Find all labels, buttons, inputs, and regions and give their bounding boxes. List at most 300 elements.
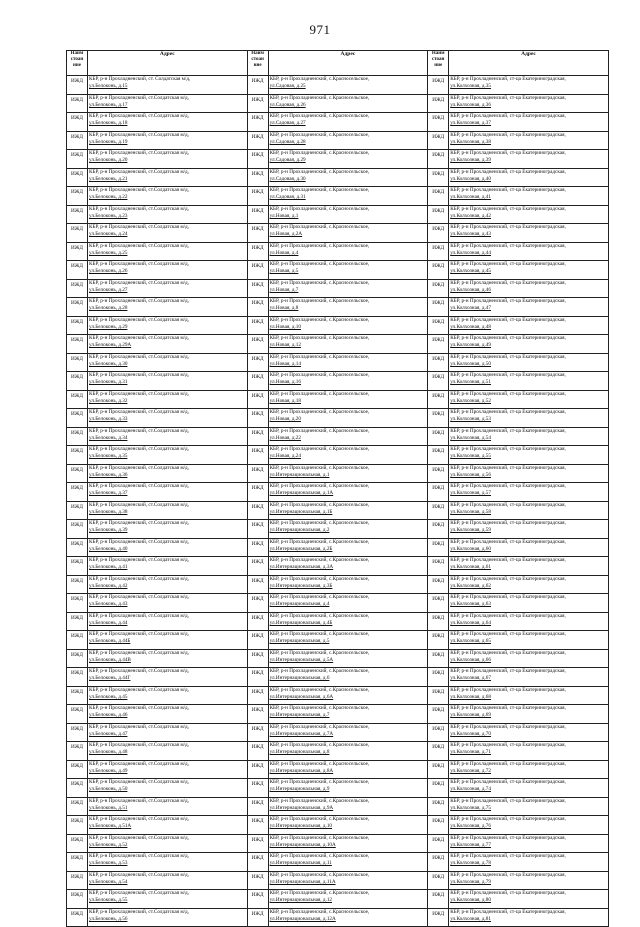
address-line-street: ул.Белоконь, д.53 (89, 860, 128, 867)
address-line-locality: КБР, р-н Прохладненский, ст-ца Екатериноградская, (450, 908, 566, 915)
address-cell (268, 538, 428, 557)
address-line-street: ул.Интернациональная, д.3А (269, 564, 334, 571)
address-cell (449, 797, 609, 816)
address-line-locality: КБР, р-н Прохладненский, ст.Солдатская м/д, (89, 649, 189, 656)
property-type-cell: ИЖД (428, 834, 449, 853)
address-line-street: ул.Садовая, д.30 (269, 175, 306, 182)
property-type-cell: ИЖД (428, 742, 449, 761)
property-type-cell: ИЖД (428, 205, 449, 224)
property-type-cell: ИЖД (247, 649, 268, 668)
property-type-cell: ИЖД (247, 168, 268, 187)
address-cell (88, 612, 248, 631)
property-type-cell: ИЖД (247, 779, 268, 798)
address-line-street: ул.Белоконь, д.36 (89, 471, 128, 478)
property-type-cell: ИЖД (67, 723, 88, 742)
address-line-locality: КБР, р-н Прохладненский, с.Красносельское, (269, 483, 370, 489)
address-line-locality: КБР, р-н Прохладненский, ст-ца Екатериноградская, (450, 594, 566, 600)
property-type-cell: ИЖД (428, 853, 449, 872)
column-header-address: Адрес (449, 51, 609, 76)
property-type-cell: ИЖД (67, 427, 88, 446)
address-cell (268, 760, 428, 779)
address-line-locality: КБР, р-н Прохладненский, с.Красносельское, (269, 834, 370, 841)
property-type-cell: ИЖД (247, 557, 268, 576)
address-table (66, 50, 609, 927)
address-cell (88, 742, 248, 761)
property-type-cell: ИЖД (67, 390, 88, 409)
address-line-street: ул.Белоконь, д.56 (89, 915, 128, 922)
address-line-locality: КБР, р-н Прохладненский, ст.Солдатская м/д, (89, 483, 189, 489)
address-line-locality: КБР, р-н Прохладненский, с.Красносельское, (269, 205, 370, 212)
address-line-street: ул.Белоконь, д.48 (89, 749, 128, 756)
property-type-cell: ИЖД (428, 335, 449, 354)
address-line-street: ул.Белоконь, д.44Б (89, 638, 131, 645)
address-line-locality: КБР, р-н Прохладненский, ст.Солдатская м/д, (89, 390, 189, 397)
address-line-street: ул.Колхозная, д.46 (450, 286, 491, 293)
address-cell (88, 483, 248, 502)
address-line-street: ул.Новая, д.2А (269, 231, 303, 238)
table-row (67, 353, 609, 372)
address-cell (88, 594, 248, 613)
property-type-cell: ИЖД (428, 668, 449, 687)
address-line-locality: КБР, р-н Прохладненский, ст.Солдатская м/д, (89, 686, 189, 693)
table-row (67, 779, 609, 798)
address-cell (449, 150, 609, 169)
address-line-locality: КБР, р-н Прохладненский, ст-ца Екатериноградская, (450, 409, 566, 415)
address-line-street: ул.Колхозная, д.40 (450, 175, 491, 182)
address-line-street: ул.Интернациональная, д.12 (269, 897, 333, 904)
address-cell (268, 113, 428, 132)
address-line-locality: КБР, р-н Прохладненский, ст.Солдатская м/д, (89, 760, 189, 767)
address-line-street: ул.Колхозная, д.52 (450, 397, 491, 404)
address-cell (88, 409, 248, 428)
address-line-locality: КБР, р-н Прохладненский, с.Красносельское, (269, 594, 370, 600)
property-type-cell: ИЖД (67, 298, 88, 317)
property-type-cell: ИЖД (67, 335, 88, 354)
address-cell (449, 742, 609, 761)
address-cell (449, 94, 609, 113)
address-line-street: ул.Колхозная, д.63 (450, 601, 491, 608)
address-line-locality: КБР, р-н Прохладненский, ст.Солдатская м/д, (89, 113, 189, 119)
address-cell (449, 594, 609, 613)
property-type-cell: ИЖД (67, 242, 88, 261)
property-type-cell: ИЖД (247, 372, 268, 391)
address-line-locality: КБР, р-н Прохладненский, ст-ца Екатериноградская, (450, 224, 566, 230)
property-type-cell: ИЖД (428, 631, 449, 650)
address-line-street: ул.Колхозная, д.49 (450, 342, 491, 349)
address-line-street: ул.Интернациональная, д.2Б (269, 545, 333, 552)
address-line-street: ул.Белоконь, д.43 (89, 601, 128, 608)
property-type-cell: ИЖД (247, 298, 268, 317)
address-cell (268, 427, 428, 446)
address-cell (88, 390, 248, 409)
address-line-locality: КБР, р-н Прохладненский, с.Красносельское, (269, 464, 370, 471)
address-line-locality: КБР, р-н Прохладненский, ст.Солдатская м/д, (89, 94, 189, 101)
address-cell (449, 686, 609, 705)
address-cell (268, 853, 428, 872)
property-type-cell: ИЖД (67, 316, 88, 335)
property-type-cell: ИЖД (247, 261, 268, 280)
property-type-cell: ИЖД (247, 816, 268, 835)
address-cell (268, 501, 428, 520)
address-line-street: ул.Белоконь, д.45 (89, 693, 128, 700)
property-type-cell: ИЖД (67, 94, 88, 113)
property-type-cell: ИЖД (428, 501, 449, 520)
address-cell (88, 575, 248, 594)
address-line-locality: КБР, р-н Прохладненский, с.Красносельское, (269, 853, 370, 859)
property-type-cell: ИЖД (67, 131, 88, 150)
property-type-cell: ИЖД (67, 261, 88, 280)
address-line-locality: КБР, р-н Прохладненский, ст-ца Екатериноградская, (450, 520, 566, 526)
address-line-street: ул.Белоконь, д.29 (89, 323, 128, 330)
property-type-cell: ИЖД (428, 279, 449, 298)
address-line-street: ул.Новая, д.7 (269, 286, 299, 293)
address-cell (268, 168, 428, 187)
address-line-street: ул.Белоконь, д.24 (89, 231, 128, 238)
address-line-locality: КБР, р-н Прохладненский, ст-ца Екатериноградская, (450, 94, 566, 101)
address-cell (449, 890, 609, 909)
address-cell (449, 316, 609, 335)
address-line-locality: КБР, р-н Прохладненский, ст-ца Екатериноградская, (450, 372, 566, 378)
address-line-street: ул.Колхозная, д.81 (450, 915, 491, 922)
property-type-cell: ИЖД (67, 150, 88, 169)
property-type-cell: ИЖД (428, 612, 449, 631)
property-type-cell: ИЖД (247, 242, 268, 261)
address-line-locality: КБР, р-н Прохладненский, ст.Солдатская м/д, (89, 871, 189, 878)
property-type-cell: ИЖД (247, 834, 268, 853)
address-line-street: ул.Белоконь, д.30 (89, 360, 128, 367)
table-row (67, 261, 609, 280)
address-line-street: ул.Интернациональная, д.2 (269, 527, 330, 534)
address-line-street: ул.Белоконь, д.19 (89, 138, 128, 145)
address-cell (88, 705, 248, 724)
address-cell (88, 335, 248, 354)
address-line-street: ул.Белоконь, д.32 (89, 397, 128, 404)
address-line-street: ул.Интернациональная, д.8 (269, 749, 330, 756)
address-line-locality: КБР, р-н Прохладненский, ст.Солдатская м/д, (89, 834, 189, 841)
address-line-locality: КБР, р-н Прохладненский, ст-ца Екатериноградская, (450, 446, 566, 452)
table-row (67, 205, 609, 224)
address-line-locality: КБР, р-н Прохладненский, с.Красносельское, (269, 557, 370, 563)
address-line-street: ул.Белоконь, д.39 (89, 527, 128, 534)
property-type-cell: ИЖД (428, 446, 449, 465)
address-line-street: ул.Белоконь, д.18 (89, 120, 128, 127)
address-cell (449, 298, 609, 317)
address-line-street: ул.Колхозная, д.45 (450, 268, 491, 275)
address-line-street: ул.Белоконь, д.54 (89, 878, 128, 885)
table-row (67, 76, 609, 95)
table-row (67, 464, 609, 483)
address-line-street: ул.Интернациональная, д.12А (269, 915, 336, 922)
address-line-street: ул.Белоконь, д.25 (89, 249, 128, 256)
address-line-locality: КБР, р-н Прохладненский, с.Красносельское, (269, 427, 370, 434)
table-row (67, 760, 609, 779)
table-row (67, 168, 609, 187)
address-cell (449, 816, 609, 835)
table-row (67, 113, 609, 132)
address-line-locality: КБР, р-н Прохладненский, ст-ца Екатериноградская, (450, 205, 566, 212)
property-type-cell: ИЖД (247, 908, 268, 927)
table-row (67, 816, 609, 835)
address-line-locality: КБР, р-н Прохладненский, с.Красносельское, (269, 335, 370, 341)
property-type-cell: ИЖД (67, 853, 88, 872)
property-type-cell: ИЖД (247, 594, 268, 613)
address-line-street: ул.Колхозная, д.36 (450, 101, 491, 108)
address-line-street: ул.Колхозная, д.60 (450, 545, 491, 552)
property-type-cell: ИЖД (428, 649, 449, 668)
address-line-street: ул.Белоконь, д.38 (89, 508, 128, 515)
address-line-locality: КБР, р-н Прохладненский, с.Красносельское, (269, 816, 370, 822)
property-type-cell: ИЖД (247, 631, 268, 650)
address-line-street: ул.Интернациональная, д.6А (269, 693, 334, 700)
address-line-locality: КБР, р-н Прохладненский, с.Красносельское, (269, 760, 370, 767)
address-cell (268, 279, 428, 298)
property-type-cell: ИЖД (67, 779, 88, 798)
table-row (67, 446, 609, 465)
address-line-locality: КБР, р-н Прохладненский, ст-ца Екатериноградская, (450, 649, 566, 656)
address-line-locality: КБР, р-н Прохладненский, с.Красносельское, (269, 612, 370, 619)
address-line-locality: КБР, р-н Прохладненский, ст-ца Екатериноградская, (450, 187, 566, 193)
property-type-cell: ИЖД (247, 390, 268, 409)
address-cell (268, 372, 428, 391)
address-line-locality: КБР, р-н Прохладненский, ст-ца Екатериноградская, (450, 834, 566, 841)
address-cell (449, 427, 609, 446)
property-type-cell: ИЖД (247, 612, 268, 631)
address-line-street: ул.Колхозная, д.61 (450, 564, 491, 571)
address-cell (88, 538, 248, 557)
address-line-street: ул.Колхозная, д.75 (450, 804, 491, 811)
address-line-locality: КБР, р-н Прохладненский, ст.Солдатская м/д, (89, 705, 189, 711)
address-line-street: ул.Новая, д.4 (269, 249, 299, 256)
address-line-locality: КБР, р-н Прохладненский, ст.Солдатская м/д, (89, 797, 189, 804)
property-type-cell: ИЖД (247, 409, 268, 428)
property-type-cell: ИЖД (247, 464, 268, 483)
address-line-locality: КБР, р-н Прохладненский, ст-ца Екатериноградская, (450, 483, 566, 489)
address-line-locality: КБР, р-н Прохладненский, с.Красносельское, (269, 168, 370, 175)
table-row (67, 242, 609, 261)
address-line-street: ул.Белоконь, д.42 (89, 582, 128, 589)
address-cell (268, 261, 428, 280)
address-cell (449, 464, 609, 483)
property-type-cell: ИЖД (67, 742, 88, 761)
address-cell (88, 427, 248, 446)
address-line-locality: КБР, р-н Прохладненский, ст-ца Екатериноградская, (450, 353, 566, 360)
address-line-locality: КБР, р-н Прохладненский, с.Красносельское, (269, 279, 370, 286)
address-cell (268, 668, 428, 687)
address-line-street: ул.Колхозная, д.70 (450, 730, 491, 737)
address-line-street: ул.Интернациональная, д.7А (269, 730, 334, 737)
address-line-locality: КБР, р-н Прохладненский, ст-ца Екатериноградская, (450, 723, 566, 730)
address-line-locality: КБР, р-н Прохладненский, ст-ца Екатериноградская, (450, 261, 566, 267)
address-line-street: ул.Белоконь, д.55 (89, 897, 128, 904)
address-cell (88, 723, 248, 742)
address-line-locality: КБР, р-н Прохладненский, с.Красносельское, (269, 76, 370, 82)
table-row (67, 853, 609, 872)
address-line-street: ул.Колхозная, д.57 (450, 490, 491, 497)
page-number: 971 (309, 22, 331, 37)
address-line-street: ул.Колхозная, д.80 (450, 897, 491, 904)
property-type-cell: ИЖД (67, 557, 88, 576)
address-line-locality: КБР, р-н Прохладненский, ст.Солдатская м/д, (89, 353, 189, 360)
address-line-street: ул.Колхозная, д.54 (450, 434, 491, 441)
address-line-street: ул.Колхозная, д.35 (450, 83, 491, 90)
address-cell (268, 390, 428, 409)
column-header-code: Наим стоан ние (247, 51, 268, 76)
property-type-cell: ИЖД (247, 446, 268, 465)
address-line-locality: КБР, р-н Прохладненский, ст.Солдатская м/д, (89, 427, 189, 434)
address-line-street: ул.Белоконь, д.22 (89, 194, 128, 201)
property-type-cell: ИЖД (67, 279, 88, 298)
address-line-locality: КБР, р-н Прохладненский, ст.Солдатская м/д, (89, 742, 189, 748)
table-row (67, 668, 609, 687)
address-line-street: ул.Колхозная, д.37 (450, 120, 491, 127)
property-type-cell: ИЖД (428, 816, 449, 835)
address-line-street: ул.Белоконь, д.51А (89, 823, 132, 830)
table-row (67, 279, 609, 298)
property-type-cell: ИЖД (67, 168, 88, 187)
address-line-locality: КБР, р-н Прохладненский, ст.Солдатская м/д, (89, 908, 189, 915)
address-line-locality: КБР, р-н Прохладненский, ст-ца Екатериноградская, (450, 501, 566, 508)
address-line-street: ул.Белоконь, д.20 (89, 157, 128, 164)
address-line-street: ул.Колхозная, д.44 (450, 249, 491, 256)
table-row (67, 742, 609, 761)
address-cell (268, 612, 428, 631)
address-cell (268, 353, 428, 372)
property-type-cell: ИЖД (67, 187, 88, 206)
address-line-street: ул.Белоконь, д.46 (89, 712, 128, 719)
property-type-cell: ИЖД (67, 76, 88, 95)
address-cell (88, 279, 248, 298)
address-line-street: ул.Интернациональная, д.3Б (269, 582, 333, 589)
address-line-street: ул.Интернациональная, д.11 (269, 860, 332, 867)
property-type-cell: ИЖД (428, 242, 449, 261)
address-cell (268, 150, 428, 169)
address-line-locality: КБР, р-н Прохладненский, ст-ца Екатериноградская, (450, 853, 566, 859)
column-header-address: Адрес (88, 51, 248, 76)
address-cell (268, 298, 428, 317)
property-type-cell: ИЖД (67, 483, 88, 502)
property-type-cell: ИЖД (247, 723, 268, 742)
property-type-cell: ИЖД (67, 205, 88, 224)
address-cell (268, 705, 428, 724)
property-type-cell: ИЖД (67, 113, 88, 132)
address-line-locality: КБР, р-н Прохладненский, ст-ца Екатериноградская, (450, 575, 566, 582)
address-line-street: ул.Интернациональная, д.9 (269, 786, 330, 793)
property-type-cell: ИЖД (247, 501, 268, 520)
property-type-cell: ИЖД (428, 168, 449, 187)
address-line-locality: КБР, р-н Прохладненский, с.Красносельское, (269, 150, 370, 156)
address-line-street: ул.Белоконь, д.41 (89, 564, 128, 571)
address-cell (88, 372, 248, 391)
address-line-locality: КБР, р-н Прохладненский, ст.Солдатская м/д, (89, 890, 189, 896)
address-line-street: ул.Колхозная, д.53 (450, 416, 491, 423)
address-line-locality: КБР, р-н Прохладненский, ст-ца Екатериноградская, (450, 316, 566, 323)
address-line-street: ул.Колхозная, д.56 (450, 471, 491, 478)
address-line-street: ул.Колхозная, д.74 (450, 786, 491, 793)
address-cell (88, 649, 248, 668)
table-row (67, 390, 609, 409)
address-cell (449, 353, 609, 372)
address-cell (268, 834, 428, 853)
property-type-cell: ИЖД (67, 871, 88, 890)
address-cell (449, 834, 609, 853)
address-cell (449, 390, 609, 409)
address-line-locality: КБР, р-н Прохладненский, ст-ца Екатериноградская, (450, 760, 566, 767)
address-line-street: ул.Белоконь, д.34 (89, 434, 128, 441)
property-type-cell: ИЖД (247, 705, 268, 724)
address-line-street: ул.Колхозная, д.43 (450, 231, 491, 238)
address-line-locality: КБР, р-н Прохладненский, с.Красносельское, (269, 908, 370, 915)
address-line-street: ул.Колхозная, д.66 (450, 656, 491, 663)
column-header-address: Адрес (268, 51, 428, 76)
property-type-cell: ИЖД (247, 538, 268, 557)
address-line-locality: КБР, р-н Прохладненский, с.Красносельское, (269, 871, 370, 878)
address-line-locality: КБР, р-н Прохладненский, с.Красносельское, (269, 224, 370, 230)
address-cell (268, 797, 428, 816)
address-line-street: ул.Колхозная, д.38 (450, 138, 491, 145)
address-cell (449, 76, 609, 95)
address-cell (449, 779, 609, 798)
address-line-locality: КБР, р-н Прохладненский, ст.Солдатская м/д, (89, 279, 189, 286)
property-type-cell: ИЖД (67, 668, 88, 687)
address-line-street: ул.Колхозная, д.71 (450, 749, 491, 756)
address-cell (88, 316, 248, 335)
address-cell (88, 908, 248, 927)
property-type-cell: ИЖД (428, 705, 449, 724)
address-line-locality: КБР, р-н Прохладненский, ст.Солдатская м/д, (89, 131, 189, 138)
address-cell (268, 483, 428, 502)
address-cell (268, 446, 428, 465)
address-line-street: ул.Белоконь, д.44В (89, 656, 131, 663)
address-line-street: ул.Новая, д.8 (269, 305, 299, 312)
address-line-street: ул.Колхозная, д.69 (450, 712, 491, 719)
address-line-locality: КБР, р-н Прохладненский, с.Красносельское, (269, 261, 370, 267)
address-line-street: ул.Интернациональная, д.9А (269, 804, 334, 811)
address-cell (268, 335, 428, 354)
address-line-street: ул.Белоконь, д.15 (89, 83, 128, 90)
table-row (67, 409, 609, 428)
address-line-locality: КБР, р-н Прохладненский, ст.Солдатская м/д, (89, 242, 189, 249)
address-line-street: ул.Колхозная, д.48 (450, 323, 491, 330)
property-type-cell: ИЖД (67, 686, 88, 705)
property-type-cell: ИЖД (67, 224, 88, 243)
address-line-street: ул.Колхозная, д.39 (450, 157, 491, 164)
address-cell (449, 261, 609, 280)
address-cell (268, 594, 428, 613)
address-cell (449, 187, 609, 206)
address-cell (88, 242, 248, 261)
address-line-locality: КБР, р-н Прохладненский, ст.Солдатская м/д, (89, 409, 189, 415)
property-type-cell: ИЖД (428, 298, 449, 317)
property-type-cell: ИЖД (67, 538, 88, 557)
address-line-street: ул.Садовая, д.29 (269, 157, 306, 164)
property-type-cell: ИЖД (67, 908, 88, 927)
address-line-street: ул.Колхозная, д.51 (450, 379, 491, 386)
address-line-street: ул.Белоконь, д.47 (89, 730, 128, 737)
address-line-street: ул.Колхозная, д.78 (450, 860, 491, 867)
property-type-cell: ИЖД (428, 538, 449, 557)
address-cell (449, 242, 609, 261)
address-line-street: ул.Интернациональная, д.1 (269, 471, 330, 478)
property-type-cell: ИЖД (247, 131, 268, 150)
property-type-cell: ИЖД (67, 372, 88, 391)
address-line-locality: КБР, р-н Прохладненский, ст-ца Екатериноградская, (450, 113, 566, 119)
property-type-cell: ИЖД (428, 871, 449, 890)
address-cell (88, 76, 248, 95)
address-cell (449, 557, 609, 576)
property-type-cell: ИЖД (247, 797, 268, 816)
address-line-locality: КБР, р-н Прохладненский, с.Красносельское, (269, 113, 370, 119)
address-line-street: ул.Белоконь, д.40 (89, 545, 128, 552)
